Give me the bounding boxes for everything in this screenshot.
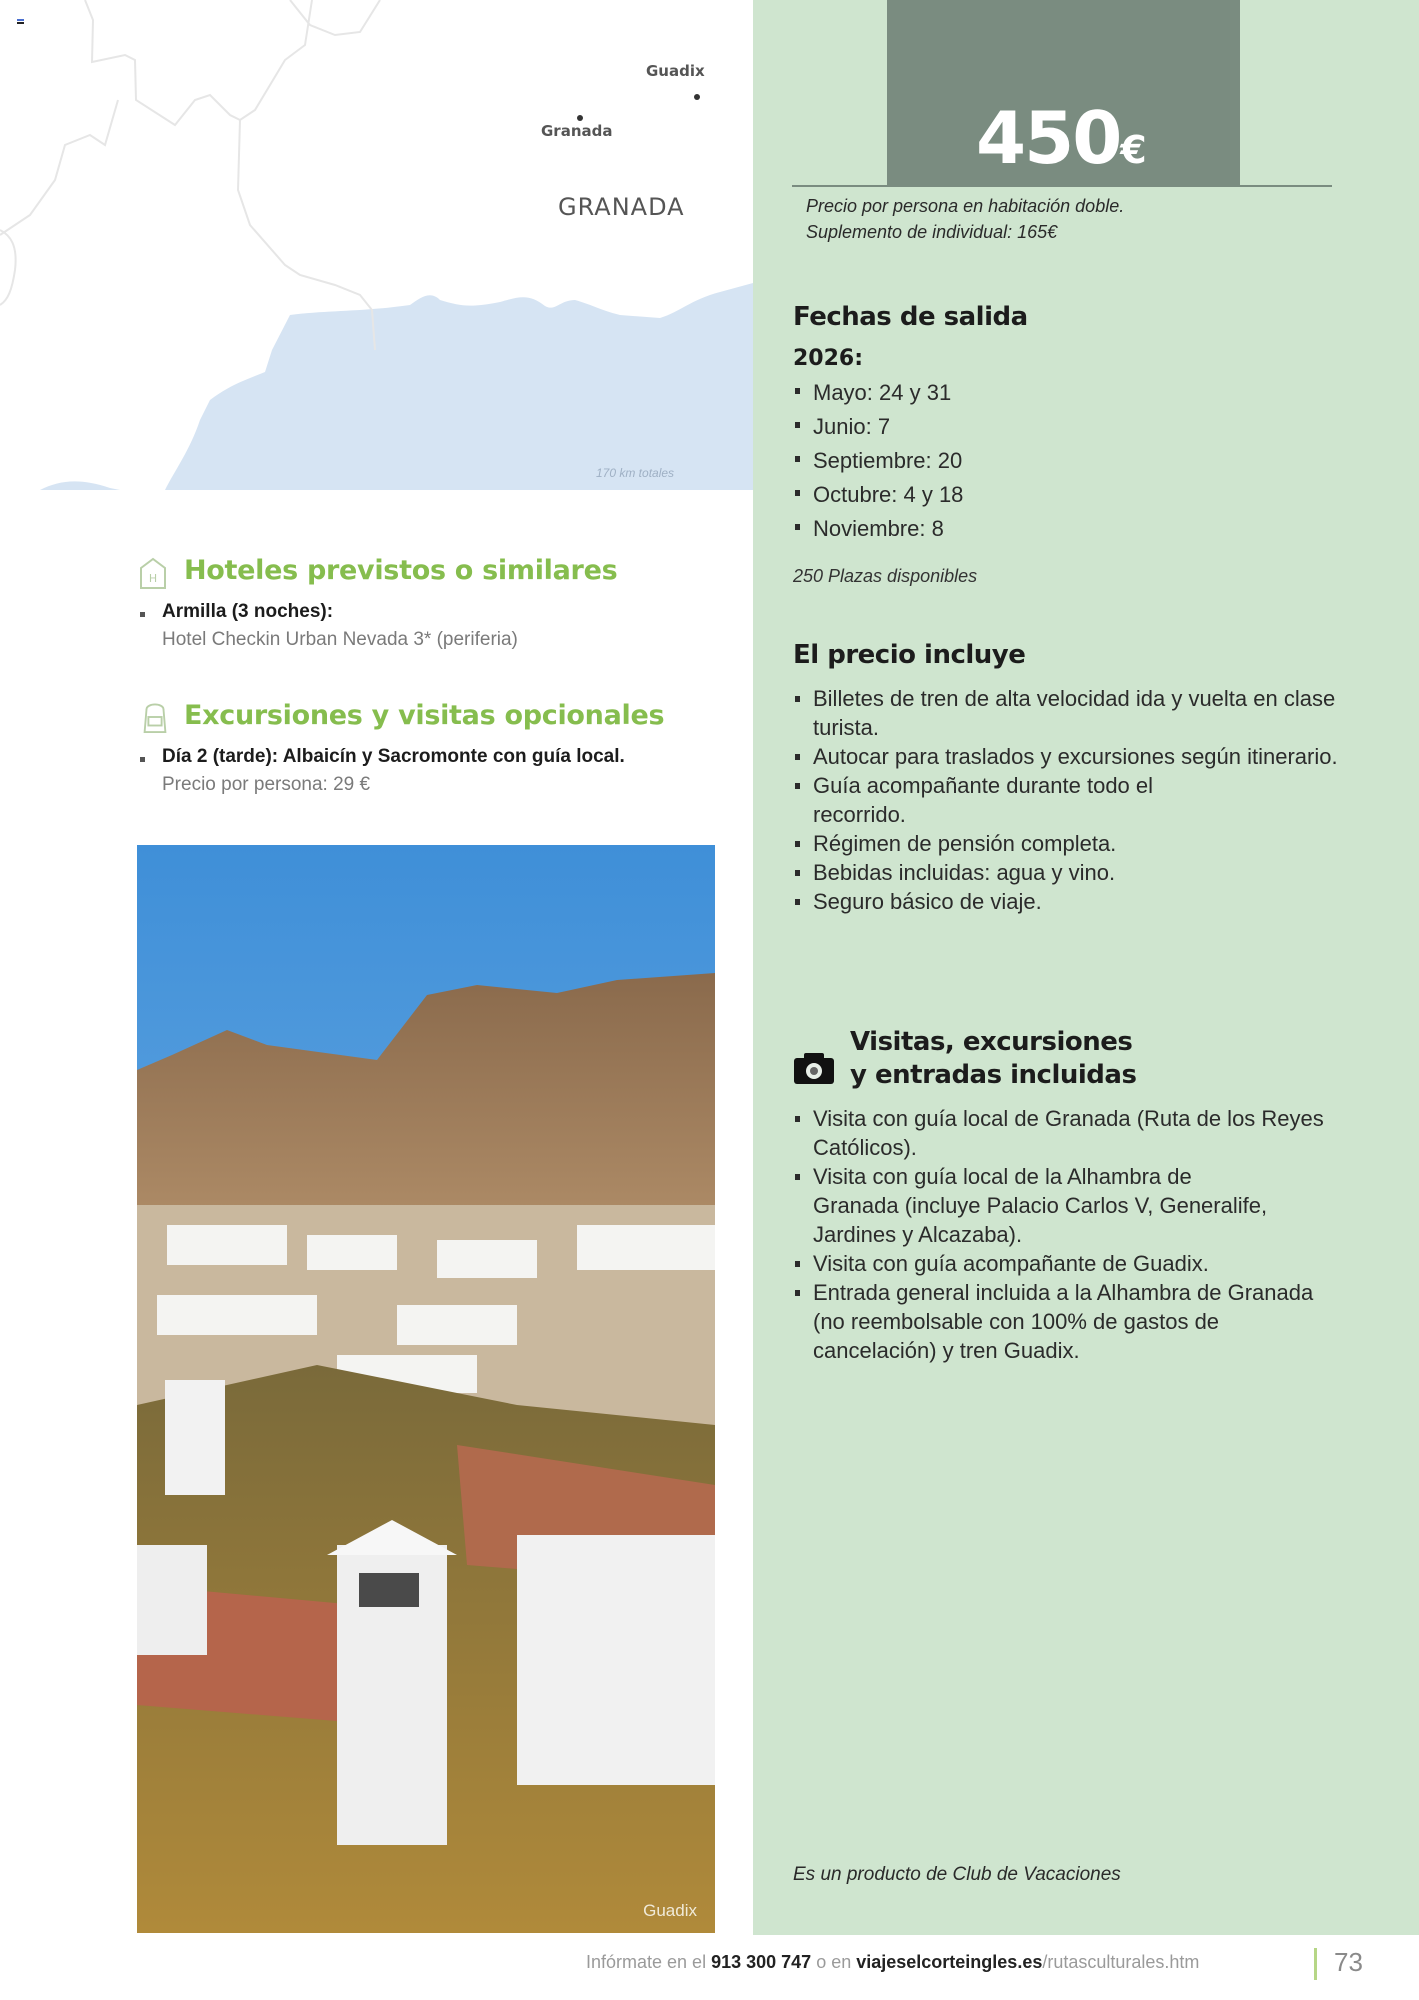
visits-title — [850, 1026, 1136, 1092]
departures-title: Fechas de salida — [793, 302, 1028, 332]
map-city-label: Granada — [541, 122, 613, 140]
optional-price: Precio por persona: 29 € — [162, 774, 371, 795]
visits-list — [793, 1104, 1338, 1365]
visits-item: Visita con guía local de Granada (Ruta de los Reyes Católicos). — [793, 1104, 1338, 1162]
map-region-label: GRANADA — [558, 193, 685, 221]
optional-title: Excursiones y visitas opcionales — [184, 700, 665, 731]
includes-title: El precio incluye — [793, 640, 1026, 670]
departures-year: 2026: — [793, 346, 864, 371]
supplement-note: Suplemento de individual: 165€ — [806, 222, 1058, 242]
club-note: Es un producto de Club de Vacaciones — [793, 1864, 1121, 1885]
departure-date: Junio: 7 — [793, 410, 1353, 444]
map-city-dot — [577, 115, 583, 121]
price-divider — [792, 185, 1332, 187]
list-bullet — [140, 757, 145, 762]
list-bullet — [140, 612, 145, 617]
footer-middle: o en — [811, 1952, 857, 1972]
price-note — [806, 193, 1124, 245]
optional-excursion: Día 2 (tarde): Albaicín y Sacromonte con guía local. — [162, 746, 625, 767]
visits-item: Entrada general incluida a la Alhambra de Granada (no reembolsable con 100% de gastos de cancelación) y tren Guadix. — [793, 1278, 1338, 1365]
hotels-title: Hoteles previstos o similares — [184, 555, 618, 586]
departure-dates-list — [793, 376, 1353, 546]
departure-date: Septiembre: 20 — [793, 444, 1353, 478]
photo-graphic — [137, 845, 715, 1933]
backpack-icon — [140, 700, 170, 734]
visits-title-line: Visitas, excursiones — [850, 1027, 1133, 1057]
includes-list — [793, 684, 1353, 916]
info-panel — [753, 0, 1419, 1935]
departure-date: Mayo: 24 y 31 — [793, 376, 1353, 410]
map-city-label: Guadix — [646, 62, 705, 80]
hotel-item — [162, 598, 518, 654]
departure-date: Noviembre: 8 — [793, 512, 1353, 546]
visits-item: Visita con guía acompañante de Guadix. — [793, 1249, 1338, 1278]
footer-divider — [1314, 1948, 1317, 1980]
visits-item: Visita con guía local de la Alhambra de Granada (incluye Palacio Carlos V, Generalife, Jardines y Alcazaba). — [793, 1162, 1273, 1249]
price-currency: € — [1120, 128, 1147, 172]
departure-date: Octubre: 4 y 18 — [793, 478, 1353, 512]
map-city-dot — [694, 94, 700, 100]
photo-caption: Guadix — [643, 1901, 697, 1920]
seats-available: 250 Plazas disponibles — [793, 566, 978, 586]
guadix-photo — [137, 845, 715, 1933]
includes-item: Autocar para traslados y excursiones según itinerario. — [793, 742, 1353, 771]
price-amount — [976, 96, 1147, 180]
footer-prefix: Infórmate en el — [586, 1952, 712, 1972]
price-number: 450 — [976, 96, 1121, 180]
footer-site-link[interactable]: viajeselcorteingles.es — [856, 1952, 1043, 1972]
includes-item: Seguro básico de viaje. — [793, 887, 1353, 916]
includes-item: Régimen de pensión completa. — [793, 829, 1353, 858]
visits-title-line: y entradas incluidas — [850, 1060, 1137, 1090]
print-mark-icon — [17, 19, 24, 26]
price-note-line: Precio por persona en habitación doble. — [806, 196, 1125, 216]
includes-item: Bebidas incluidas: agua y vino. — [793, 858, 1353, 887]
map-scale-text: 170 km totales — [596, 466, 675, 480]
includes-item: Guía acompañante durante todo el recorrido. — [793, 771, 1213, 829]
hotel-location: Armilla (3 noches): — [162, 601, 334, 622]
footer-site-path[interactable]: /rutasculturales.htm — [1042, 1952, 1200, 1972]
hotel-icon — [138, 556, 168, 590]
includes-item: Billetes de tren de alta velocidad ida y vuelta en clase turista. — [793, 684, 1353, 742]
page-number: 73 — [1334, 1947, 1363, 1977]
footer-phone[interactable]: 913 300 747 — [711, 1952, 812, 1972]
route-map — [0, 0, 753, 490]
optional-item — [162, 743, 625, 799]
map-graphic — [0, 0, 753, 490]
camera-icon — [794, 1052, 834, 1084]
footer-contact — [586, 1952, 1199, 1973]
svg-text:H: H — [148, 572, 158, 585]
hotel-name: Hotel Checkin Urban Nevada 3* (periferia) — [162, 629, 518, 650]
